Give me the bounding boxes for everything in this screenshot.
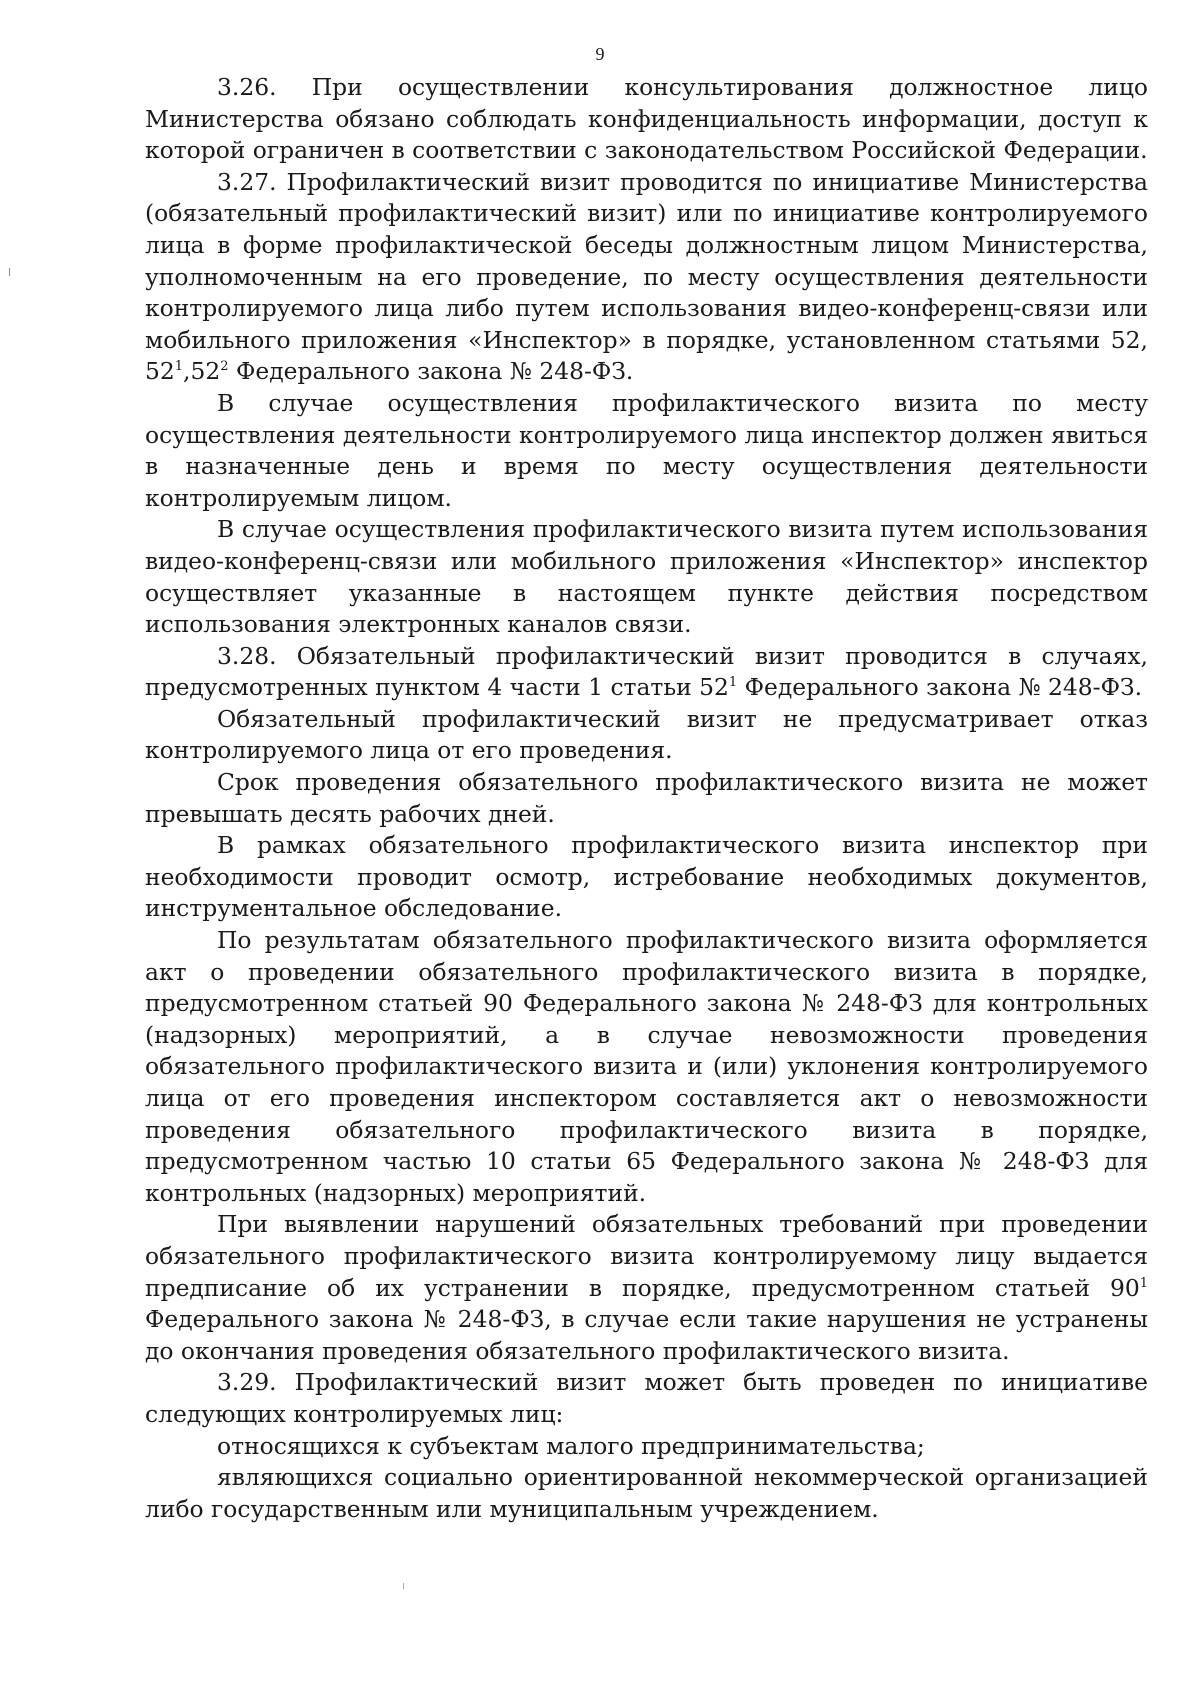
paragraph-text: 3.27. Профилактический визит проводится по инициативе Министерства (обязательный профилактический визит) или по инициативе контролируемого лица в форме профилактической беседы должностным лицом Министерства, уполномоченным на его проведение, по месту осуществления деятельности контролируемого лица либо путем использования видео-конференц-связи или мобильного приложения «Инспектор» в порядке, установленном статьями 52, 52 (145, 167, 1148, 386)
scan-artifact (9, 268, 10, 276)
paragraph-term: Срок проведения обязательного профилактического визита не может превышать десять рабочих дней. (145, 768, 1148, 828)
superscript: 2 (220, 359, 229, 375)
paragraph-text: Федерального закона № 248-ФЗ. (737, 673, 1143, 702)
paragraph-visit-remote: В случае осуществления профилактического визита путем использования видео-конференц-связи или мобильного приложения «Инспектор» инспектор осуществляет указанные в настоящем пункте действия посредством использования электронных каналов связи. (145, 515, 1148, 639)
document-body (145, 72, 1148, 1525)
scan-artifact (403, 1583, 404, 1589)
paragraph-visit-at-place: В случае осуществления профилактического визита по месту осуществления деятельности контролируемого лица инспектор должен явиться в назначенные день и время по месту осуществления деятельности контролируемым лицом. (145, 388, 1148, 512)
superscript: 1 (728, 675, 738, 691)
list-item-small-business: относящихся к субъектам малого предпринимательства; (217, 1431, 925, 1460)
paragraph-text: Федерального закона № 248-ФЗ, в случае если такие нарушения не устранены до окончания проведения обязательного профилактического визита. (145, 1305, 1148, 1365)
page-number: 9 (595, 44, 605, 64)
paragraph-text: 3.28. Обязательный профилактический визит проводится в случаях, предусмотренных пунктом 4 части 1 статьи 52 (145, 641, 1148, 702)
paragraph-3-27 (145, 167, 1148, 388)
paragraph-text: Федерального закона № 248-ФЗ. (228, 357, 634, 386)
paragraph-3-28 (145, 641, 1148, 704)
paragraph-3-26: 3.26. При осуществлении консультирования должностное лицо Министерства обязано соблюдать конфиденциальность информации, доступ к которой ограничен в соответствии с законодательством Российской Федерации. (145, 73, 1148, 165)
paragraph-text: При выявлении нарушений обязательных требований при проведении обязательного профилактического визита контролируемому лицу выдается предписание об их устранении в порядке, предусмотренном статьей 90 (145, 1210, 1148, 1302)
paragraph-violations (145, 1209, 1148, 1367)
superscript: 1 (1139, 1275, 1148, 1291)
list-item-nonprofit: являющихся социально ориентированной некоммерческой организацией либо государственным или муниципальным учреждением. (145, 1463, 1148, 1523)
paragraph-inspection: В рамках обязательного профилактического визита инспектор при необходимости проводит осмотр, истребование необходимых документов, инструментальное обследование. (145, 831, 1148, 923)
paragraph-act: По результатам обязательного профилактического визита оформляется акт о проведении обязательного профилактического визита в порядке, предусмотренном статьей 90 Федерального закона № 248-ФЗ для контрольных (надзорных) мероприятий, а в случае невозможности проведения обязательного профилактического визита и (или) уклонения контролируемого лица от его проведения инспектором составляется акт о невозможности проведения обязательного профилактического визита в порядке, предусмотренном частью 10 статьи 65 Федерального закона № 248-ФЗ для контрольных (надзорных) мероприятий. (145, 926, 1148, 1207)
paragraph-text: ,52 (183, 357, 221, 386)
superscript: 1 (174, 359, 184, 375)
paragraph-3-29: 3.29. Профилактический визит может быть проведен по инициативе следующих контролируемых лиц: (145, 1368, 1148, 1428)
paragraph-no-refusal: Обязательный профилактический визит не предусматривает отказ контролируемого лица от его проведения. (145, 704, 1148, 765)
